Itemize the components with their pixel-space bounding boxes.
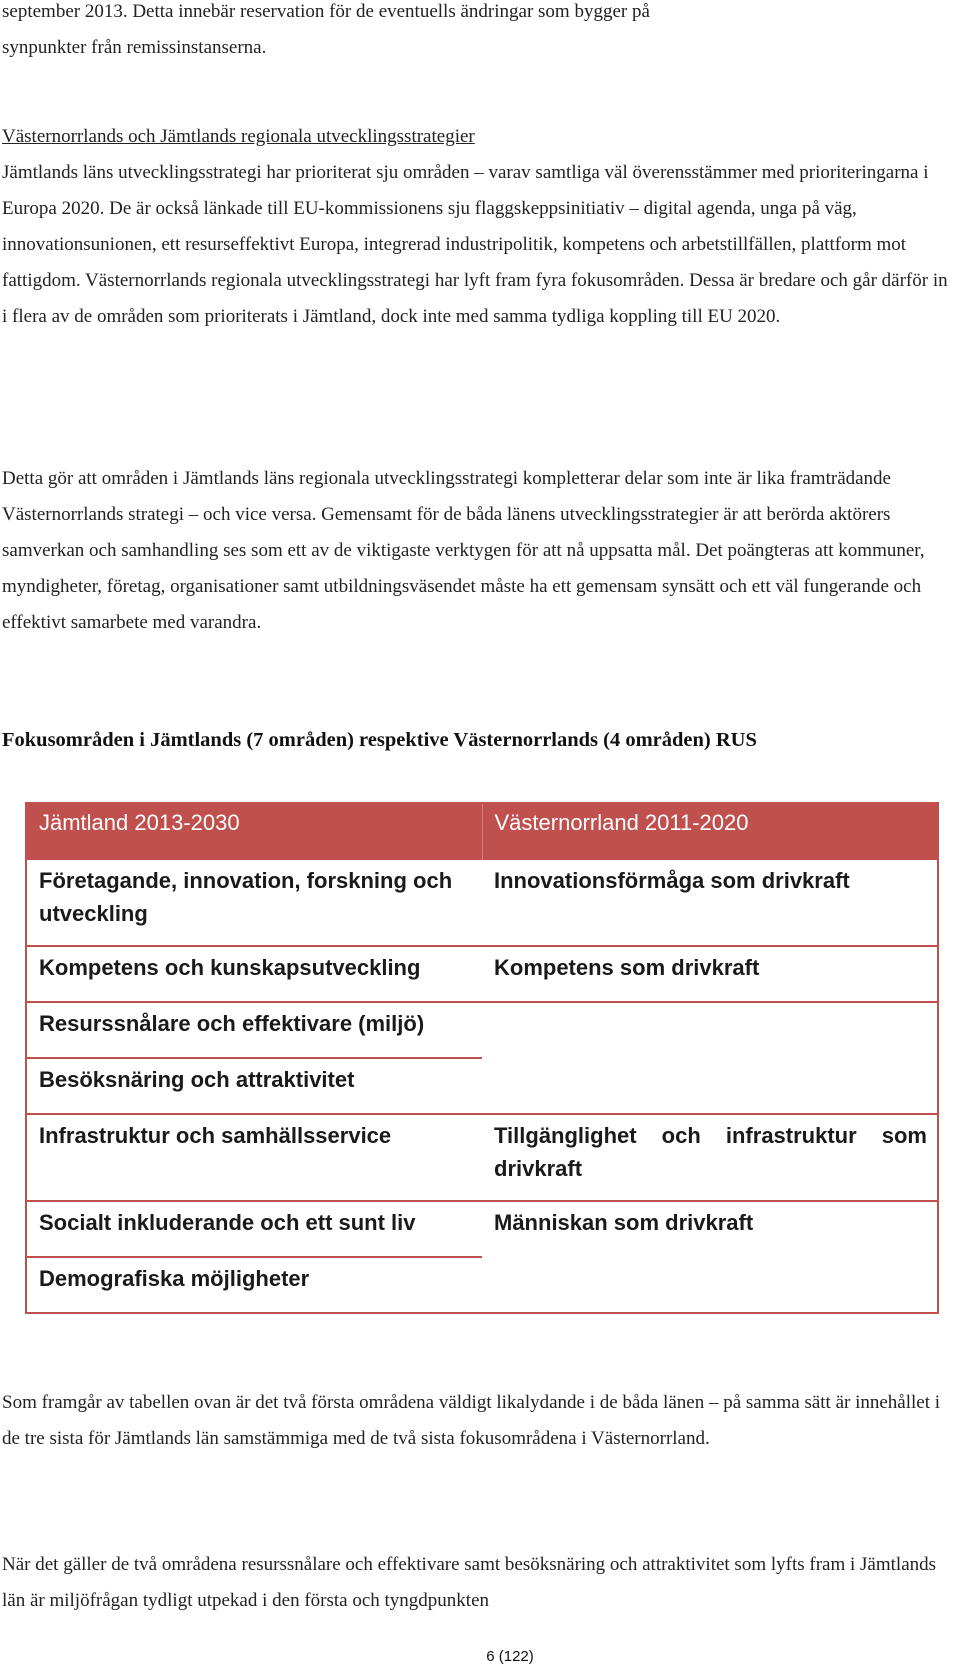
paragraph-environment: När det gäller de två områdena resurssnålare och effektivare samt besöksnäring och attraktivitet som lyfts fram i Jämtlands län är miljöfrågan tydligt utpekad i den första och tyngdpunkten [2,1554,937,1611]
table-cell-left: Socialt inkluderande och ett sunt liv [26,1201,482,1257]
table-header-jamtland: Jämtland 2013-2030 [26,803,482,860]
table-row [26,946,938,1002]
intro-line-1: september 2013. Detta innebär reservation för de eventuells ändringar som bygger på [2,1,650,22]
table-cell-right [482,1058,938,1114]
table-cell-right: Kompetens som drivkraft [482,946,938,1002]
table-cell-right: Tillgänglighet och infrastruktur som drivkraft [482,1114,938,1201]
table-cell-left: Kompetens och kunskapsutveckling [26,946,482,1002]
paragraph-comparison: Som framgår av tabellen ovan är det två första områdena väldigt likalydande i de båda länen – på samma sätt är innehållet i de tre sista för Jämtlands län samstämmiga med de två sista fokusområdena i Västernorrland. [2,1392,941,1449]
section-heading-link[interactable]: Västernorrlands och Jämtlands regionala utvecklingsstrategier [2,126,475,147]
table-cell-right: Människan som drivkraft [494,1210,754,1235]
paragraph-complement: Detta gör att områden i Jämtlands läns regionala utvecklingsstrategi kompletterar delar som inte är lika framträdande Västernorrlands strategi – och vice versa. Gemensamt för de båda länens utvecklingsstrategier är att berörda aktörers samverkan och samhandling ses som ett av de viktigaste verktygen för att nå uppsatta mål. Det poängteras att kommuner, myndigheter, företag, organisationer samt utbildningsväsendet måste ha ett gemensam synsätt och ett väl fungerande och effektivt samarbete med varandra. [2,468,925,633]
intro-paragraph [2,0,902,66]
table-cell-left: Demografiska möjligheter [39,1266,310,1291]
intro-line-2: synpunkter från remissinstanserna. [2,37,267,58]
page-number: 6 (122) [486,1648,534,1665]
table-title: Fokusområden i Jämtlands (7 områden) respektive Västernorrlands (4 områden) RUS [2,729,757,751]
table-cell-right [482,1257,938,1313]
table-cell-left: Resurssnålare och effektivare (miljö) [26,1002,482,1058]
table-row [26,1201,938,1257]
table-row [26,860,938,946]
table-cell-left: Infrastruktur och samhällsservice [26,1114,482,1201]
focus-areas-table [25,802,939,1314]
table-row [26,1114,938,1201]
table-header-row [26,803,938,860]
table-cell-right: Innovationsförmåga som drivkraft [482,860,938,946]
table-row [26,1058,938,1114]
table-row [26,1257,938,1313]
table-cell-right [482,1002,938,1058]
paragraph-strategies: Jämtlands läns utvecklingsstrategi har prioriterat sju områden – varav samtliga väl överensstämmer med prioriteringarna i Europa 2020. De är också länkade till EU-kommissionens sju flaggskeppsinitiativ – digital agenda, unga på väg, innovationsunionen, ett resurseffektivt Europa, integrerad industripolitik, kompetens och arbetstillfällen, plattform mot fattigdom. Västernorrlands regionala utvecklingsstrategi har lyft fram fyra fokusområden. Dessa är bredare och går därför in i flera av de områden som prioriterats i Jämtland, dock inte med samma tydliga koppling till EU 2020. [2,162,948,327]
table-row [26,1002,938,1058]
table-cell-left: Företagande, innovation, forskning och utveckling [26,860,482,946]
table-header-vasternorrland: Västernorrland 2011-2020 [482,803,938,860]
table-cell-left: Besöksnäring och attraktivitet [26,1058,482,1114]
